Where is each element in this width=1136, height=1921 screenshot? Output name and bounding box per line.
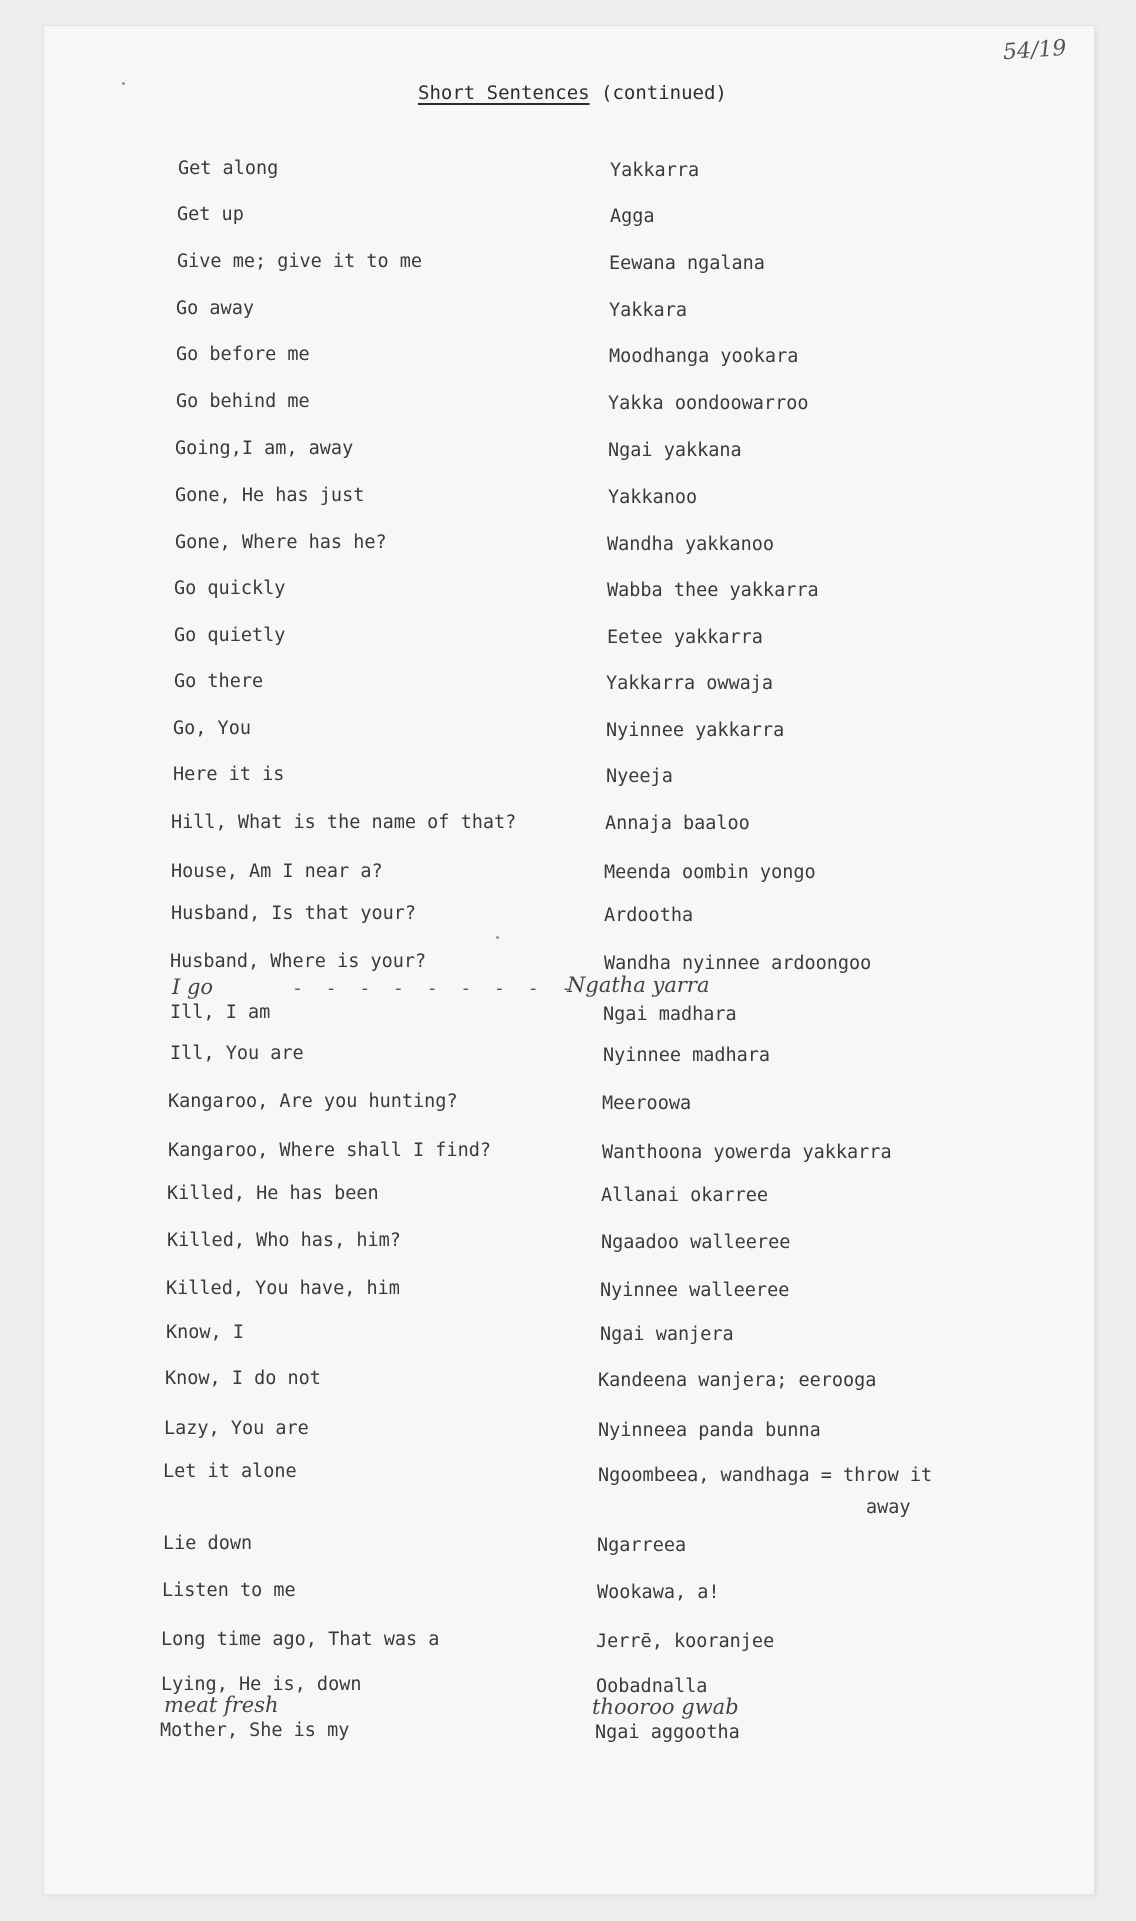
english-phrase: Get up bbox=[177, 204, 244, 225]
translation: Wanthoona yowerda yakkarra bbox=[602, 1142, 892, 1163]
english-phrase: Let it alone bbox=[163, 1461, 297, 1482]
translation: Yakkarra bbox=[610, 160, 700, 181]
translation-continuation: away bbox=[866, 1497, 911, 1518]
translation: Yakkarra owwaja bbox=[606, 673, 774, 694]
english-phrase: Get along bbox=[178, 158, 279, 179]
handwritten-note-i-go: I go bbox=[172, 975, 214, 999]
translation: Meenda oombin yongo bbox=[604, 862, 816, 883]
translation: Moodhanga yookara bbox=[609, 346, 799, 367]
english-phrase: Mother, She is my bbox=[160, 1720, 350, 1741]
english-phrase: Gone, He has just bbox=[175, 485, 365, 506]
english-phrase: Lie down bbox=[163, 1533, 253, 1554]
translation: Oobadnalla bbox=[596, 1676, 708, 1697]
handwritten-page-number: 54/19 bbox=[1002, 35, 1068, 66]
translation: Meeroowa bbox=[602, 1093, 692, 1114]
english-phrase: Go before me bbox=[176, 344, 310, 365]
english-phrase: Go there bbox=[174, 671, 264, 692]
english-phrase: Lazy, You are bbox=[164, 1418, 309, 1439]
translation: Allanai okarree bbox=[601, 1185, 769, 1206]
translation: Nyinnee madhara bbox=[603, 1045, 771, 1066]
english-phrase: Killed, He has been bbox=[167, 1183, 379, 1204]
translation: Eetee yakkarra bbox=[607, 627, 763, 648]
translation: Ngai yakkana bbox=[608, 440, 742, 461]
translation: Nyeeja bbox=[606, 766, 673, 787]
translation: Ngai wanjera bbox=[600, 1324, 734, 1345]
translation: Ngaadoo walleeree bbox=[601, 1232, 791, 1253]
english-phrase: Husband, Is that your? bbox=[171, 903, 417, 924]
translation: Wabba thee yakkarra bbox=[607, 580, 819, 601]
english-phrase: Go quickly bbox=[174, 578, 286, 599]
english-phrase: Go away bbox=[176, 298, 254, 319]
english-phrase: Give me; give it to me bbox=[177, 251, 423, 272]
english-phrase: Gone, Where has he? bbox=[175, 532, 387, 553]
english-phrase: House, Am I near a? bbox=[171, 861, 383, 882]
title-main: Short Sentences bbox=[418, 82, 590, 104]
translation: Yakkara bbox=[609, 300, 687, 321]
translation: Wookawa, a! bbox=[597, 1582, 720, 1603]
translation: Ngai aggootha bbox=[595, 1722, 740, 1743]
handwritten-dashes: - - - - - - - - - bbox=[292, 978, 579, 999]
translation: Wandha nyinnee ardoongoo bbox=[604, 953, 872, 974]
translation: Nyinneea panda bunna bbox=[598, 1420, 821, 1441]
english-phrase: Go behind me bbox=[176, 391, 310, 412]
translation: Ngarreea bbox=[597, 1535, 687, 1556]
english-phrase: Go quietly bbox=[174, 625, 286, 646]
english-phrase: Ill, I am bbox=[170, 1002, 271, 1023]
translation: Kandeena wanjera; eerooga bbox=[598, 1370, 877, 1391]
translation: Ngai madhara bbox=[603, 1004, 737, 1025]
translation: Ardootha bbox=[604, 905, 694, 926]
paper-speck bbox=[122, 82, 125, 85]
translation: Jerrē, kooranjee bbox=[596, 1631, 775, 1652]
translation: Wandha yakkanoo bbox=[607, 534, 775, 555]
translation: Yakkanoo bbox=[608, 487, 698, 508]
english-phrase: Husband, Where is your? bbox=[170, 951, 427, 972]
english-phrase: Know, I do not bbox=[165, 1368, 321, 1389]
translation: Agga bbox=[610, 206, 655, 227]
english-phrase: Know, I bbox=[166, 1322, 244, 1343]
handwritten-note-ngatha-yarra: Ngatha yarra bbox=[567, 973, 710, 997]
paper-speck bbox=[496, 936, 499, 939]
translation: Yakka oondoowarroo bbox=[608, 393, 809, 414]
english-phrase: Listen to me bbox=[162, 1580, 296, 1601]
translation: Annaja baaloo bbox=[605, 813, 750, 834]
title-suffix: (continued) bbox=[589, 82, 727, 104]
page-title bbox=[418, 82, 727, 104]
english-phrase: Kangaroo, Are you hunting? bbox=[168, 1091, 458, 1112]
english-phrase: Going,I am, away bbox=[175, 438, 354, 459]
english-phrase: Ill, You are bbox=[170, 1043, 304, 1064]
translation: Ngoombeea, wandhaga = throw it bbox=[598, 1465, 933, 1486]
english-phrase: Go, You bbox=[173, 718, 251, 739]
translation: Nyinnee yakkarra bbox=[606, 720, 785, 741]
english-phrase: Hill, What is the name of that? bbox=[171, 812, 517, 833]
english-phrase: Lying, He is, down bbox=[161, 1674, 362, 1695]
english-phrase: Long time ago, That was a bbox=[161, 1629, 440, 1650]
handwritten-note-meat-fresh: meat fresh bbox=[164, 1693, 279, 1717]
translation: Nyinnee walleeree bbox=[600, 1280, 790, 1301]
english-phrase: Here it is bbox=[173, 764, 285, 785]
english-phrase: Killed, Who has, him? bbox=[167, 1230, 401, 1251]
english-phrase: Killed, You have, him bbox=[166, 1278, 400, 1299]
english-phrase: Kangaroo, Where shall I find? bbox=[168, 1140, 492, 1161]
translation: Eewana ngalana bbox=[609, 253, 765, 274]
handwritten-note-thooroo-gwab: thooroo gwab bbox=[592, 1695, 739, 1719]
